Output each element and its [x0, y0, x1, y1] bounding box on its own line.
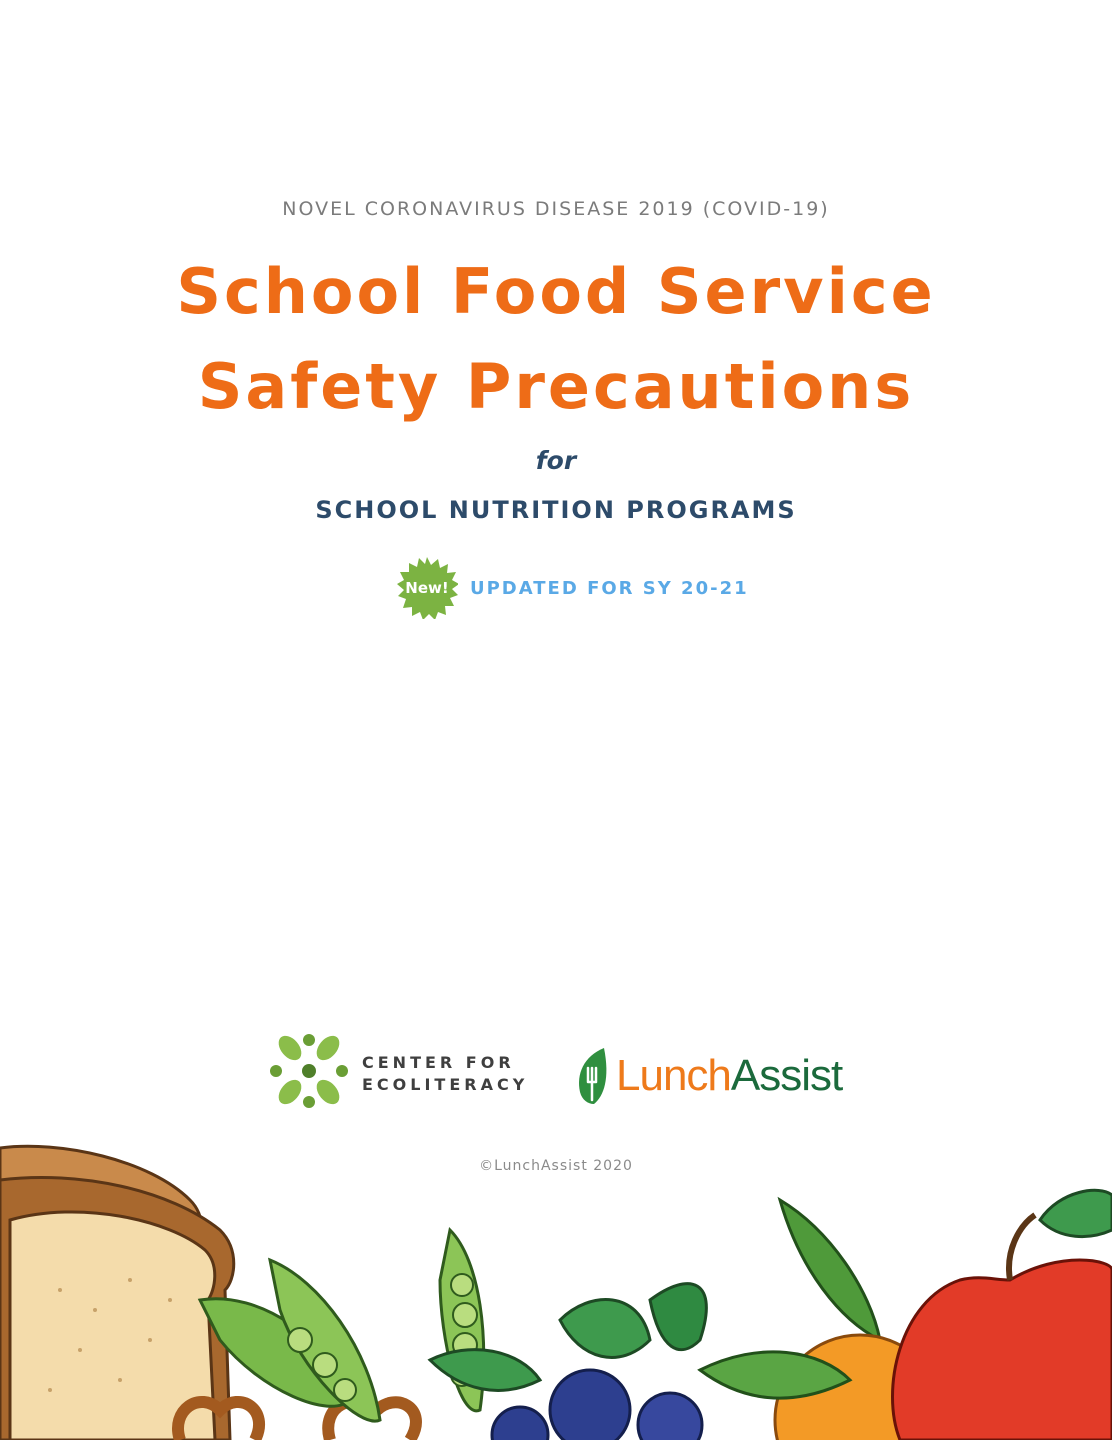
leaf-fork-icon — [574, 1046, 614, 1106]
apple-icon — [893, 1190, 1112, 1440]
title-line-1: School Food Service — [176, 255, 936, 328]
ecoliteracy-wordmark — [362, 1052, 528, 1096]
lunchassist-wordmark — [616, 1051, 842, 1101]
new-badge — [396, 557, 458, 619]
lunchassist-part-1: Lunch — [616, 1051, 731, 1100]
for-text: for — [535, 446, 577, 475]
partner-logos — [268, 1030, 858, 1120]
copyright-text: ©LunchAssist 2020 — [479, 1158, 633, 1174]
ecoliteracy-line-2: ECOLITERACY — [362, 1075, 529, 1094]
pea-pod-icon — [200, 1230, 484, 1421]
ecoliteracy-logo-icon — [268, 1030, 350, 1112]
update-badge-row — [396, 556, 749, 620]
lunchassist-logo — [574, 1046, 842, 1106]
ecoliteracy-line-1: CENTER FOR — [362, 1053, 515, 1072]
bread-icon — [0, 1146, 234, 1440]
kicker-text: NOVEL CORONAVIRUS DISEASE 2019 (COVID-19) — [282, 198, 830, 220]
badge-label: New! — [405, 579, 449, 597]
programs-subtitle: SCHOOL NUTRITION PROGRAMS — [315, 496, 797, 524]
food-illustration — [0, 1140, 1112, 1440]
title-line-2: Safety Precautions — [197, 350, 915, 423]
lunchassist-part-2: Assist — [730, 1051, 843, 1100]
updated-text: UPDATED FOR SY 20-21 — [470, 577, 749, 599]
